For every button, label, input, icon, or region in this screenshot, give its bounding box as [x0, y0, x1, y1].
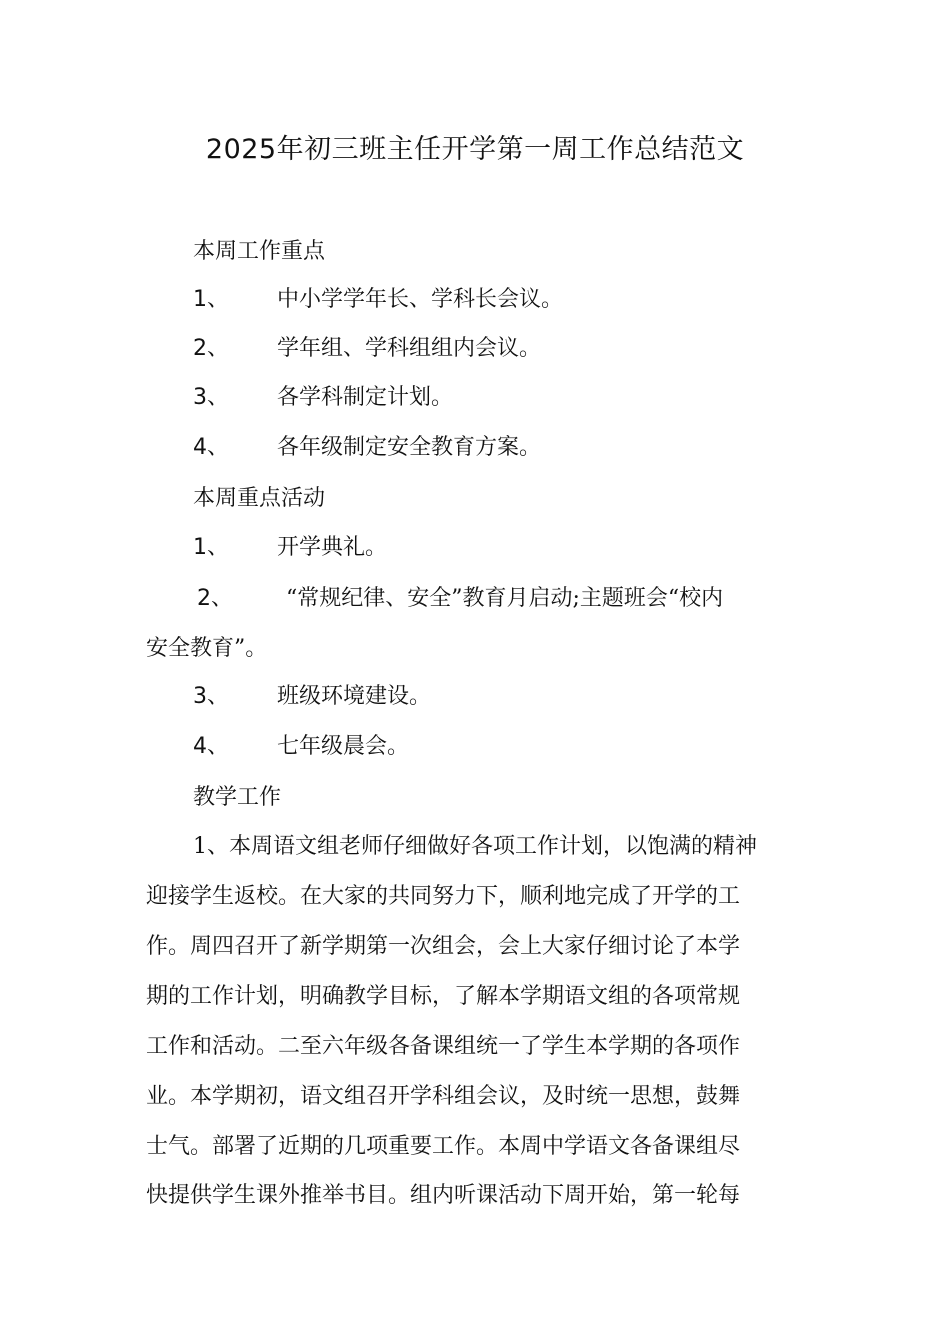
activity-item-number: 1、	[193, 535, 229, 560]
teaching-paragraph-line: 快提供学生课外推举书目。组内听课活动下周开始，第一轮每	[146, 1183, 741, 1208]
focus-item-number: 1、	[193, 287, 229, 312]
focus-item-number: 2、	[193, 336, 229, 361]
teaching-paragraph-line: 期的工作计划，明确教学目标，了解本学期语文组的各项常规	[146, 984, 741, 1009]
focus-item-number: 3、	[193, 385, 229, 410]
activity-item-number: 4、	[193, 734, 229, 759]
activity-item-number: 3、	[193, 684, 229, 709]
teaching-paragraph-line: 工作和活动。二至六年级各备课组统一了学生本学期的各项作	[146, 1034, 741, 1059]
focus-item-text: 各年级制定安全教育方案。	[277, 435, 542, 460]
teaching-paragraph-line: 1、本周语文组老师仔细做好各项工作计划，以饱满的精神	[193, 834, 757, 859]
teaching-heading: 教学工作	[193, 785, 282, 810]
activities-heading: 本周重点活动	[193, 486, 326, 511]
focus-item	[0, 380, 950, 416]
focus-item	[0, 331, 950, 367]
document-title: 2025年初三班主任开学第一周工作总结范文	[205, 134, 745, 165]
focus-item-number: 4、	[193, 435, 229, 460]
focus-item-text: 各学科制定计划。	[277, 385, 454, 410]
focus-item	[0, 430, 950, 466]
activity-item-text: 七年级晨会。	[277, 734, 410, 759]
activity-item	[0, 530, 950, 566]
focus-item	[0, 282, 950, 318]
focus-heading: 本周工作重点	[193, 239, 326, 264]
activity-item	[0, 729, 950, 765]
teaching-paragraph-line: 士气。部署了近期的几项重要工作。本周中学语文各备课组尽	[146, 1134, 741, 1159]
teaching-paragraph-line: 迎接学生返校。在大家的共同努力下，顺利地完成了开学的工	[146, 884, 741, 909]
teaching-paragraph-line: 作。周四召开了新学期第一次组会，会上大家仔细讨论了本学	[146, 934, 741, 959]
activity-item	[0, 679, 950, 715]
activity-item	[0, 581, 950, 617]
activity-item-text: 开学典礼。	[277, 535, 388, 560]
activity-item-number: 2、	[197, 586, 233, 611]
focus-item-text: 学年组、学科组组内会议。	[277, 336, 542, 361]
activity-item-text: “常规纪律、安全”教育月启动;主题班会“校内	[286, 586, 724, 611]
activity-item-text: 班级环境建设。	[277, 684, 432, 709]
teaching-paragraph-line: 业。本学期初，语文组召开学科组会议，及时统一思想，鼓舞	[146, 1084, 741, 1109]
focus-item-text: 中小学学年长、学科长会议。	[277, 287, 564, 312]
activity-item-continuation: 安全教育”。	[146, 636, 268, 661]
